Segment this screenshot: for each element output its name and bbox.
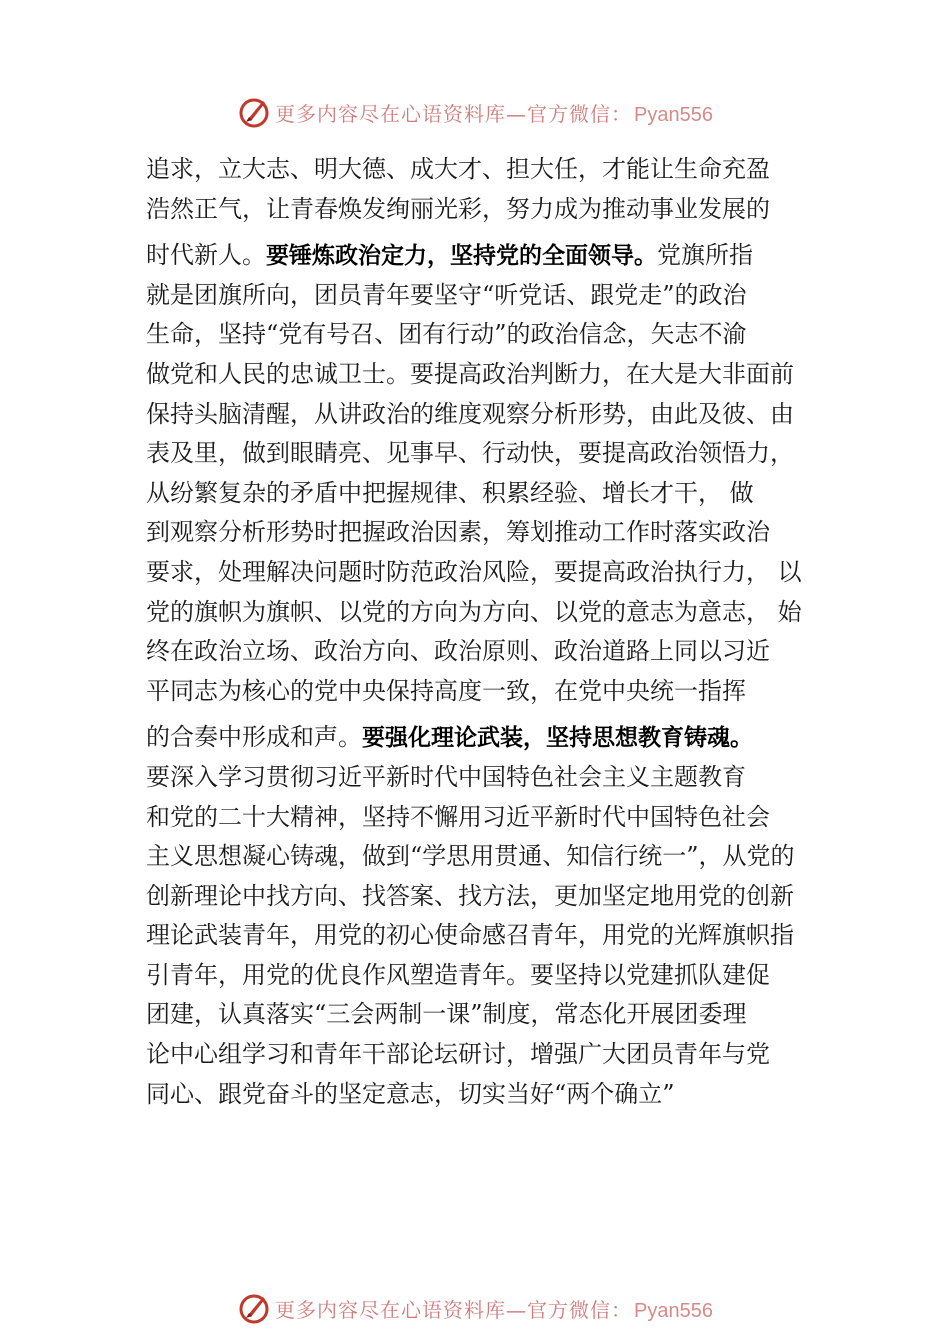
text-line: 平同志为核心的党中央保持高度一致，在党中央统一指挥: [146, 676, 746, 705]
quill-logo-icon: [237, 1291, 271, 1325]
text-line: 同心、跟党奋斗的坚定意志，切实当好“两个确立”: [146, 1079, 675, 1108]
text-line: 理论武装青年，用党的初心使命感召青年，用党的光辉旗帜指: [146, 921, 794, 950]
document-body: [146, 150, 820, 1114]
bold-heading: 要锤炼政治定力，坚持党的全面领导。: [266, 243, 657, 270]
text-line: 终在政治立场、政治方向、政治原则、政治道路上同以习近: [146, 637, 770, 666]
footer-separator: —: [506, 1297, 528, 1322]
text-line: 从纷繁复杂的矛盾中把握规律、积累经验、增长才干， 做: [146, 478, 754, 507]
header-separator: —: [506, 101, 528, 126]
footer-wechat-text: 官方微信：: [527, 1297, 633, 1322]
text-run: 时代新人。: [146, 241, 266, 270]
header-handle: Pyan556: [634, 103, 713, 126]
text-line: 追求，立大志、明大德、成大才、担大任，才能让生命充盈: [146, 155, 770, 183]
header-site-text: 更多内容尽在心语资料库: [275, 101, 507, 126]
footer-handle: Pyan556: [634, 1299, 713, 1322]
text-line: 引青年，用党的优良作风塑造青年。要坚持以党建抓队建促: [146, 960, 770, 989]
bold-heading: 要强化理论武装，坚持思想教育铸魂。: [362, 725, 753, 752]
text-run: 的合奏中形成和声。: [146, 723, 362, 752]
header-wechat-text: 官方微信：: [527, 101, 633, 126]
footer-site-text: 更多内容尽在心语资料库: [275, 1297, 507, 1322]
text-line: 论中心组学习和青年干部论坛研讨，增强广大团员青年与党: [146, 1040, 770, 1069]
footer-watermark: [0, 1288, 950, 1328]
text-line: 生命，坚持“党有号召、团有行动”的政治信念，矢志不渝: [146, 320, 747, 349]
quill-logo-icon: [237, 95, 271, 129]
text-line: 到观察分析形势时把握政治因素，筹划推动工作时落实政治: [146, 518, 770, 547]
text-line: [146, 236, 820, 276]
text-line: 创新理论中找方向、找答案、找方法，更加坚定地用党的创新: [146, 881, 794, 910]
text-line: [146, 718, 820, 758]
text-line: 要深入学习贯彻习近平新时代中国特色社会主义主题教育: [146, 762, 746, 791]
text-line: 浩然正气，让青春焕发绚丽光彩，努力成为推动事业发展的: [146, 194, 770, 223]
text-line: 就是团旗所向，团员青年要坚守“听党话、跟党走”的政治: [146, 280, 747, 309]
text-line: 团建，认真落实“三会两制一课”制度，常态化开展团委理: [146, 1000, 747, 1029]
text-line: 做党和人民的忠诚卫士。要提高政治判断力，在大是大非面前: [146, 359, 794, 388]
text-line: 保持头脑清醒，从讲政治的维度观察分析形势，由此及彼、由: [146, 399, 794, 428]
text-line: 党的旗帜为旗帜、以党的方向为方向、以党的意志为意志， 始: [146, 597, 802, 626]
header-watermark: [0, 92, 950, 132]
text-line: 要求，处理解决问题时防范政治风险，要提高政治执行力， 以: [146, 557, 802, 586]
text-run: 党旗所指: [657, 241, 753, 270]
text-line: 和党的二十大精神，坚持不懈用习近平新时代中国特色社会: [146, 802, 770, 831]
text-line: 表及里，做到眼睛亮、见事早、行动快，要提高政治领悟力，: [146, 439, 794, 468]
text-line: 主义思想凝心铸魂，做到“学思用贯通、知信行统一”，从党的: [146, 842, 795, 871]
